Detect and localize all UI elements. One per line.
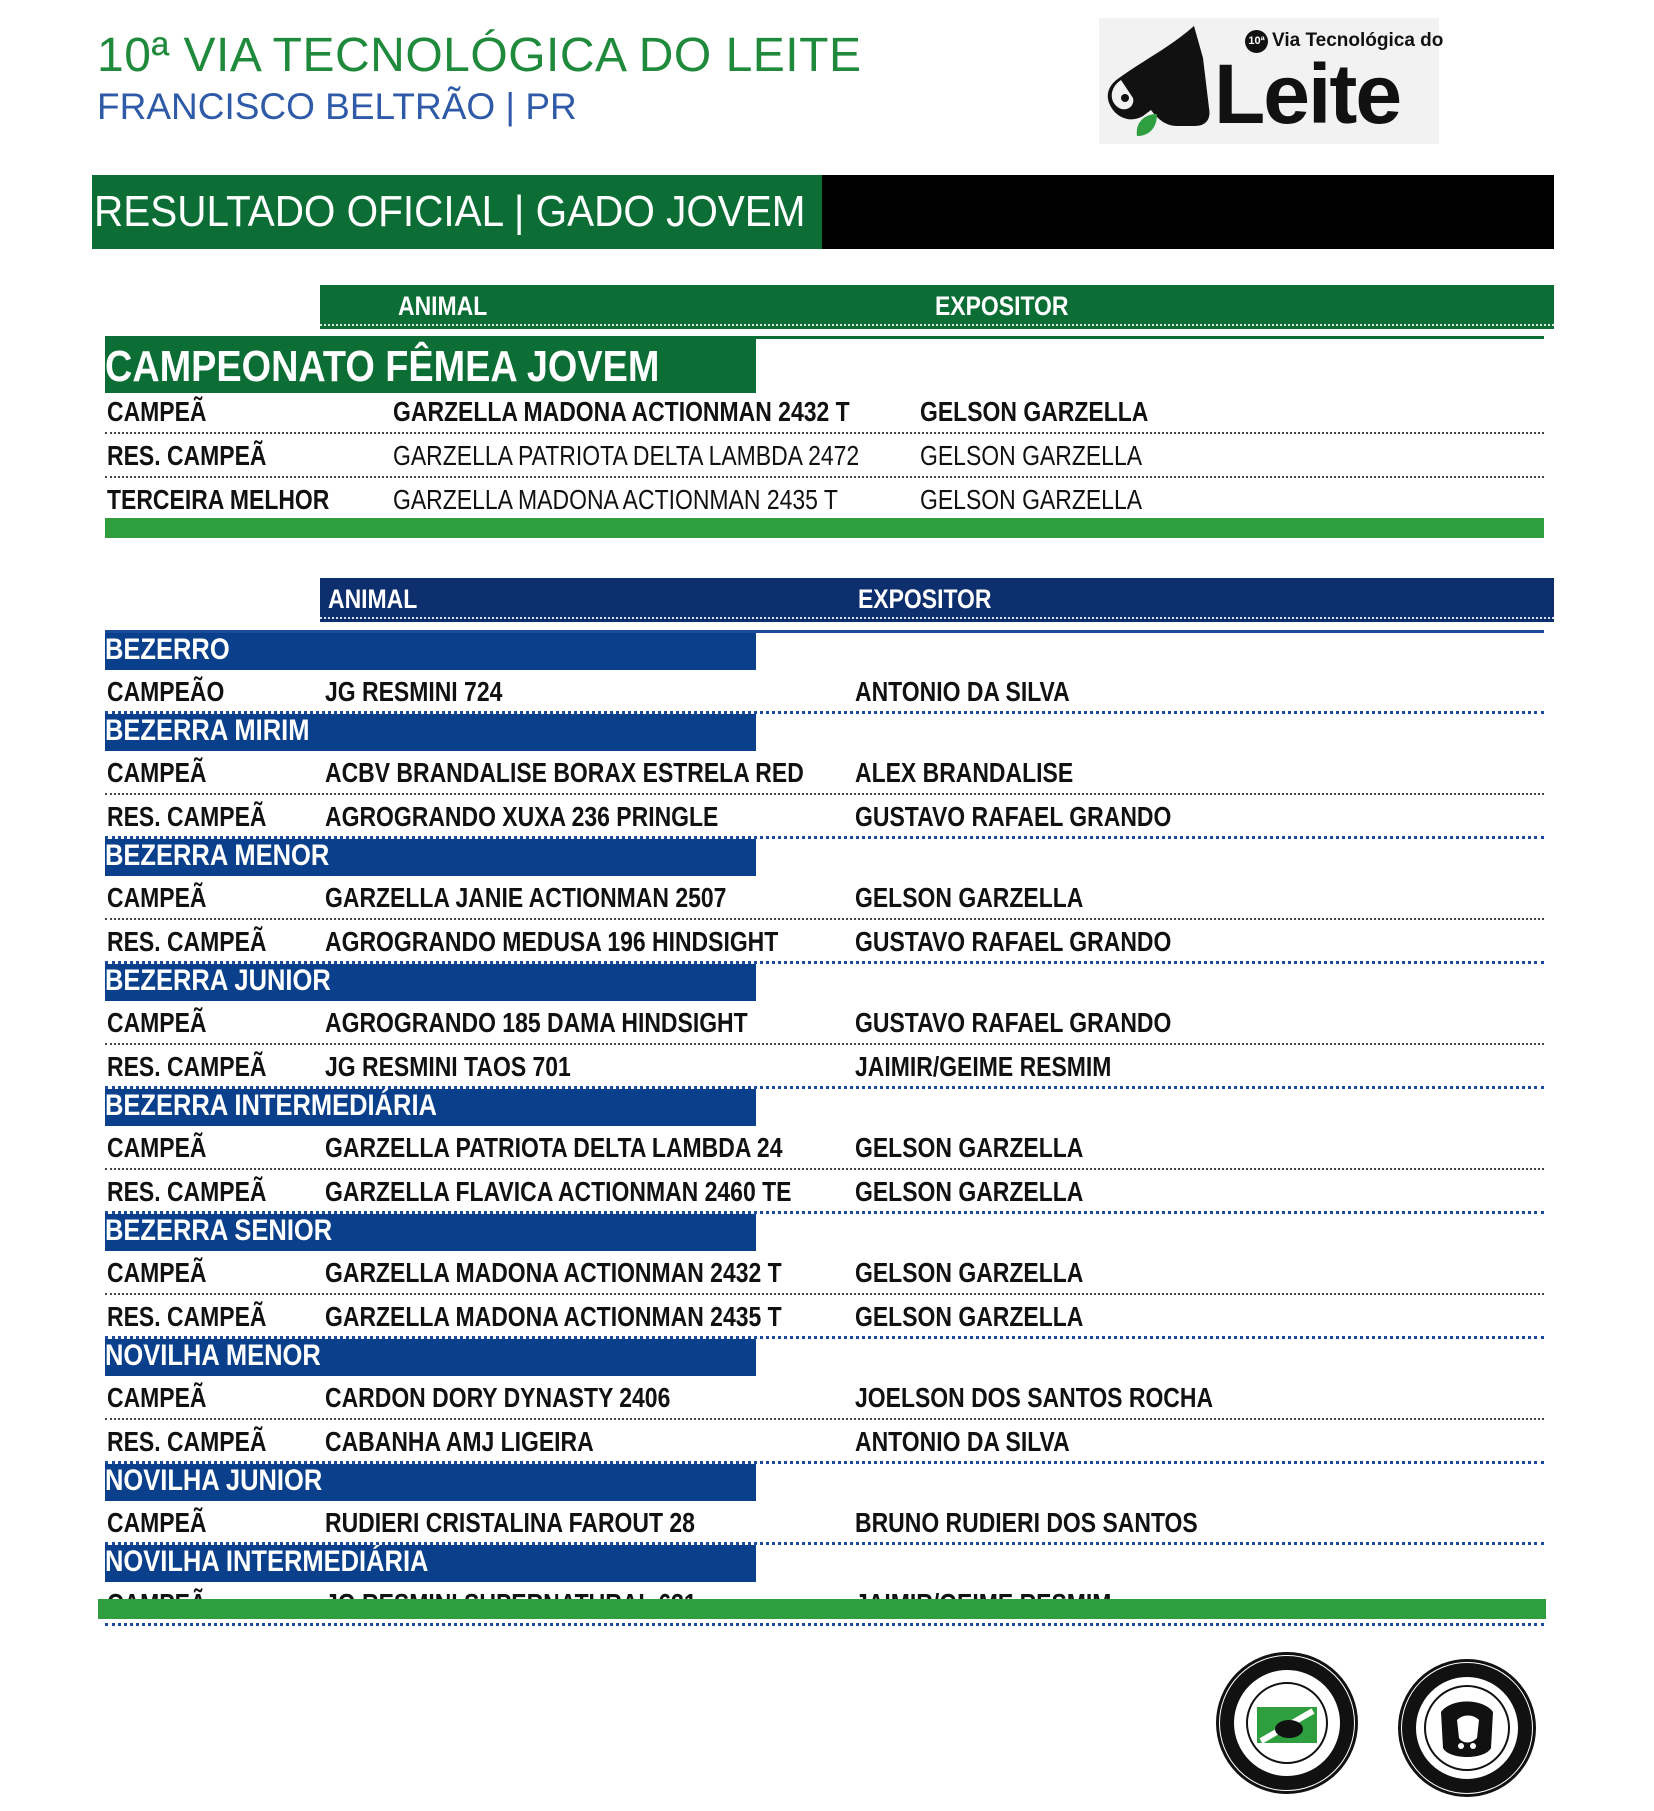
table-row bbox=[105, 1501, 1544, 1545]
cell-animal: JG RESMINI TAOS 701 bbox=[325, 1051, 571, 1082]
table-row bbox=[105, 1376, 1544, 1420]
cell-expositor: GELSON GARZELLA bbox=[920, 484, 1143, 515]
cell-animal: RUDIERI CRISTALINA FAROUT 28 bbox=[325, 1507, 695, 1538]
section1-column-header bbox=[320, 285, 1554, 329]
category-title: NOVILHA MENOR bbox=[105, 1339, 321, 1372]
category-header bbox=[105, 339, 756, 393]
cell-animal: ACBV BRANDALISE BORAX ESTRELA RED bbox=[325, 757, 804, 788]
cell-animal: GARZELLA JANIE ACTIONMAN 2507 bbox=[325, 882, 727, 913]
category-header bbox=[105, 1464, 756, 1501]
table-row bbox=[105, 1045, 1544, 1089]
table-row bbox=[105, 1420, 1544, 1464]
section2-footer-bar bbox=[98, 1599, 1546, 1619]
logo-badge: 10ª bbox=[1245, 30, 1268, 53]
cell-place: CAMPEÃ bbox=[107, 1132, 207, 1163]
cell-place: CAMPEÃO bbox=[107, 676, 225, 707]
cell-place: TERCEIRA MELHOR bbox=[107, 484, 330, 515]
cell-place: RES. CAMPEÃ bbox=[107, 1051, 267, 1082]
table-row bbox=[105, 478, 1544, 522]
cell-place: CAMPEÃ bbox=[107, 757, 207, 788]
cell-animal: GARZELLA PATRIOTA DELTA LAMBDA 2472 bbox=[393, 440, 860, 471]
category-title: BEZERRA MENOR bbox=[105, 839, 330, 872]
results-banner bbox=[92, 175, 1554, 249]
cell-expositor: ANTONIO DA SILVA bbox=[855, 1426, 1070, 1457]
cell-place: CAMPEÃ bbox=[107, 1257, 207, 1288]
category-title: BEZERRA SENIOR bbox=[105, 1214, 333, 1247]
category-header bbox=[105, 714, 756, 751]
cell-expositor: ALEX BRANDALISE bbox=[855, 757, 1074, 788]
cell-animal: GARZELLA PATRIOTA DELTA LAMBDA 24 bbox=[325, 1132, 783, 1163]
cell-expositor: GUSTAVO RAFAEL GRANDO bbox=[855, 926, 1172, 957]
table-row bbox=[105, 795, 1544, 839]
table-row bbox=[105, 390, 1544, 434]
column-expositor: EXPOSITOR bbox=[858, 584, 992, 614]
banner-green-block bbox=[92, 175, 822, 249]
cell-animal: JG RESMINI 724 bbox=[325, 676, 503, 707]
logo-wordmark: Leite bbox=[1214, 47, 1401, 141]
cell-expositor: GUSTAVO RAFAEL GRANDO bbox=[855, 801, 1172, 832]
cell-animal: GARZELLA MADONA ACTIONMAN 2432 T bbox=[325, 1257, 782, 1288]
category-header bbox=[105, 1339, 756, 1376]
cell-expositor: JAIMIR/GEIME RESMIM bbox=[855, 1051, 1112, 1082]
cell-expositor: GELSON GARZELLA bbox=[855, 1132, 1084, 1163]
category-title: NOVILHA INTERMEDIÁRIA bbox=[105, 1545, 429, 1578]
section1-footer-bar bbox=[105, 518, 1544, 538]
header-dotted-rule bbox=[320, 617, 1554, 619]
table-row bbox=[105, 920, 1544, 964]
table-row bbox=[105, 751, 1544, 795]
cell-expositor: GUSTAVO RAFAEL GRANDO bbox=[855, 1007, 1172, 1038]
cell-place: RES. CAMPEÃ bbox=[107, 801, 267, 832]
header-dotted-rule bbox=[320, 324, 1554, 326]
table-row bbox=[105, 1126, 1544, 1170]
cell-expositor: GELSON GARZELLA bbox=[855, 1301, 1084, 1332]
abcbrh-cow-seal-icon bbox=[1398, 1659, 1536, 1797]
category-title: BEZERRA INTERMEDIÁRIA bbox=[105, 1089, 437, 1122]
table-row bbox=[105, 1251, 1544, 1295]
category-header bbox=[105, 839, 756, 876]
category-header bbox=[105, 1214, 756, 1251]
cell-place: RES. CAMPEÃ bbox=[107, 440, 267, 471]
cell-expositor: BRUNO RUDIERI DOS SANTOS bbox=[855, 1507, 1198, 1538]
cell-animal: AGROGRANDO MEDUSA 196 HINDSIGHT bbox=[325, 926, 779, 957]
cell-expositor: GELSON GARZELLA bbox=[855, 1176, 1084, 1207]
cell-animal: GARZELLA FLAVICA ACTIONMAN 2460 TE bbox=[325, 1176, 792, 1207]
category-title: NOVILHA JUNIOR bbox=[105, 1464, 323, 1497]
column-animal: ANIMAL bbox=[398, 291, 488, 321]
parana-association-seal-icon bbox=[1216, 1652, 1358, 1794]
table-row bbox=[105, 1001, 1544, 1045]
category-header bbox=[105, 1545, 756, 1582]
cell-animal: AGROGRANDO 185 DAMA HINDSIGHT bbox=[325, 1007, 748, 1038]
table-row bbox=[105, 1295, 1544, 1339]
category-title: CAMPEONATO FÊMEA JOVEM bbox=[105, 342, 660, 391]
table-row bbox=[105, 434, 1544, 478]
cell-place: RES. CAMPEÃ bbox=[107, 1176, 267, 1207]
cell-place: CAMPEÃ bbox=[107, 1507, 207, 1538]
cell-expositor: GELSON GARZELLA bbox=[920, 396, 1149, 427]
category-title: BEZERRO bbox=[105, 633, 230, 666]
cell-place: CAMPEÃ bbox=[107, 1382, 207, 1413]
cell-animal: GARZELLA MADONA ACTIONMAN 2435 T bbox=[325, 1301, 782, 1332]
cell-expositor: GELSON GARZELLA bbox=[855, 882, 1084, 913]
cell-animal: GARZELLA MADONA ACTIONMAN 2435 T bbox=[393, 484, 838, 515]
cell-place: RES. CAMPEÃ bbox=[107, 1301, 267, 1332]
category-header bbox=[105, 633, 756, 670]
category-title: BEZERRA MIRIM bbox=[105, 714, 310, 747]
column-animal: ANIMAL bbox=[328, 584, 418, 614]
cell-animal: AGROGRANDO XUXA 236 PRINGLE bbox=[325, 801, 719, 832]
table-row bbox=[105, 1170, 1544, 1214]
cell-animal: CABANHA AMJ LIGEIRA bbox=[325, 1426, 594, 1457]
category-header bbox=[105, 1089, 756, 1126]
category-header bbox=[105, 964, 756, 1001]
category-title: BEZERRA JUNIOR bbox=[105, 964, 331, 997]
cell-expositor: ANTONIO DA SILVA bbox=[855, 676, 1070, 707]
row-dotted-rule bbox=[105, 1623, 1544, 1626]
page-subtitle: FRANCISCO BELTRÃO | PR bbox=[97, 86, 577, 127]
cell-place: RES. CAMPEÃ bbox=[107, 926, 267, 957]
logo-tagline: Via Tecnológica do bbox=[1272, 30, 1444, 51]
cell-expositor: JOELSON DOS SANTOS ROCHA bbox=[855, 1382, 1214, 1413]
table-row bbox=[105, 670, 1544, 714]
cell-place: CAMPEÃ bbox=[107, 396, 207, 427]
cell-place: RES. CAMPEÃ bbox=[107, 1426, 267, 1457]
cell-expositor: GELSON GARZELLA bbox=[920, 440, 1143, 471]
table-row bbox=[105, 876, 1544, 920]
column-expositor: EXPOSITOR bbox=[935, 291, 1069, 321]
page-title: 10ª VIA TECNOLÓGICA DO LEITE bbox=[97, 29, 862, 82]
cell-place: CAMPEÃ bbox=[107, 1007, 207, 1038]
cell-animal: CARDON DORY DYNASTY 2406 bbox=[325, 1382, 671, 1413]
section2-column-header bbox=[320, 578, 1554, 622]
cell-place: CAMPEÃ bbox=[107, 882, 207, 913]
event-logo bbox=[1099, 18, 1444, 144]
banner-title: RESULTADO OFICIAL | GADO JOVEM bbox=[94, 187, 806, 236]
cell-animal: GARZELLA MADONA ACTIONMAN 2432 T bbox=[393, 396, 850, 427]
cell-expositor: GELSON GARZELLA bbox=[855, 1257, 1084, 1288]
